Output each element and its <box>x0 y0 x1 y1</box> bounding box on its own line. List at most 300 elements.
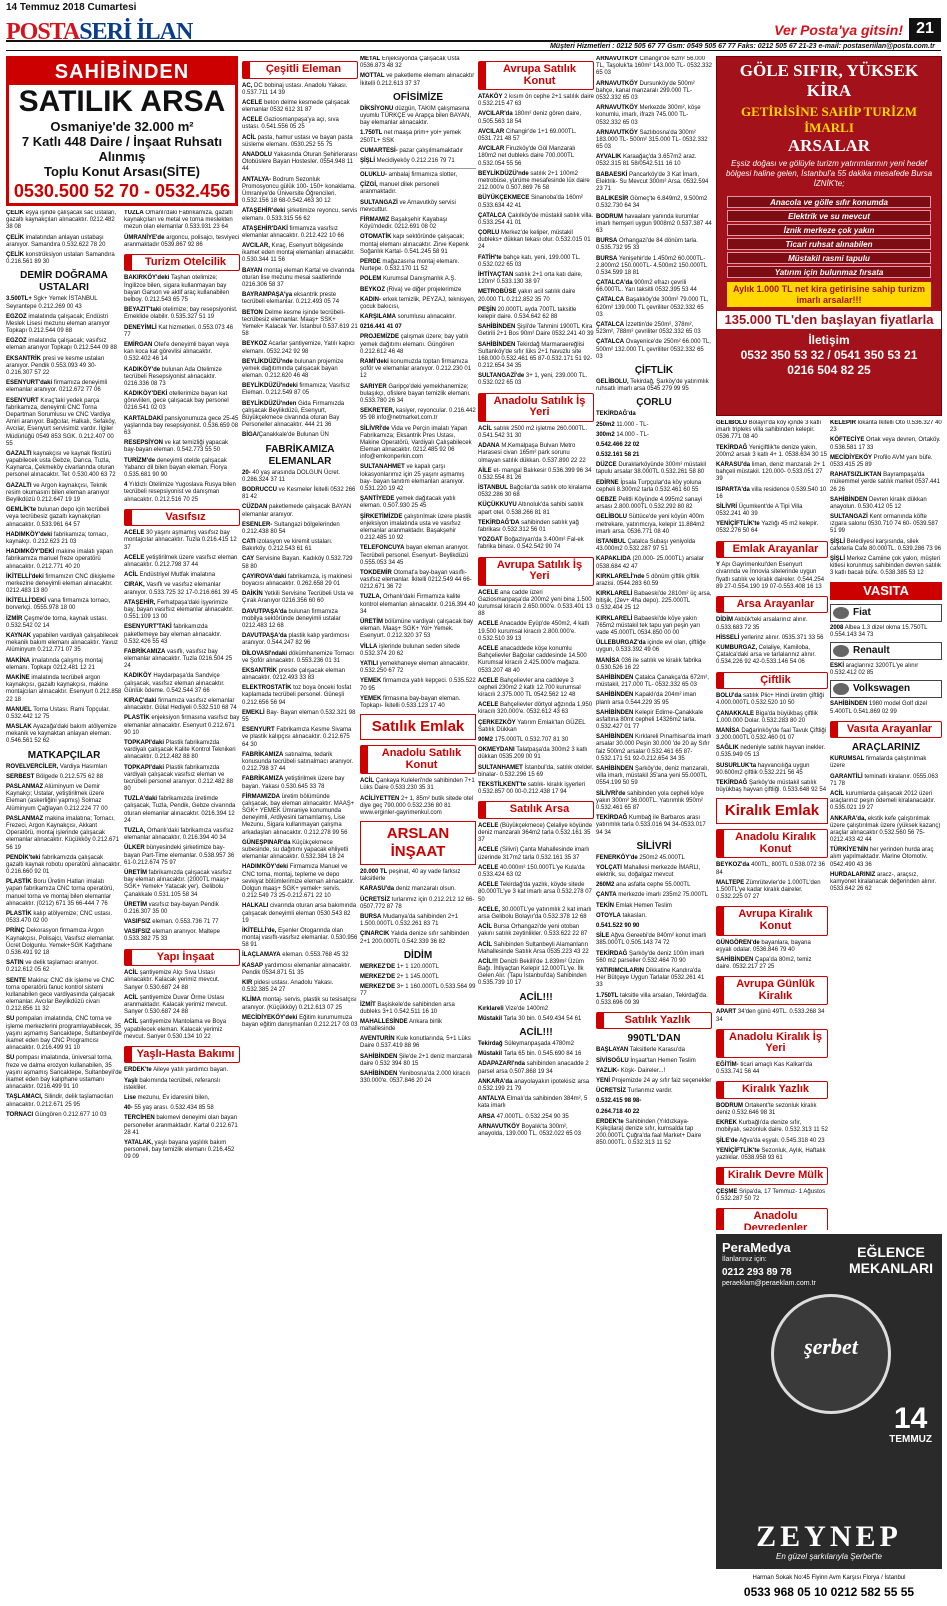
ad-text: (Silivri) Çanta Mahallesinde imarlı üzerinde 317m2 tarla 0.532.161 35 37 <box>478 847 590 861</box>
ad-keyword: TUZLA, <box>360 594 382 601</box>
ad-keyword: ÜMRANİYE'de <box>124 234 165 241</box>
classified-ad <box>360 1036 476 1050</box>
classified-ad <box>360 259 476 273</box>
ad-text: ticari amaçlı Kas Kalkan'da 0.533.741 56 44 <box>716 1061 813 1076</box>
ad-keyword: ACİL <box>478 941 492 948</box>
ad-text: eksantrik preste tecrübeli elemanlar. 0.212.493 05 74 <box>242 292 340 306</box>
ad-phone: 0530.500 52 70 - 0532.456 <box>13 181 231 201</box>
ad-text: Bayrampaşa'da mükemmel yerde satılık market 0537.441 26 26 <box>830 472 941 493</box>
ad-text: Bağcılar'da satılık oto kiralama 0532.286 30 68 <box>478 485 592 499</box>
ad-text: ve kat temizliği yapacak bay-bayan eleman. 0.542.773 55 50 <box>124 440 229 454</box>
ad-keyword: TOPKAPI'daki <box>124 764 164 771</box>
classified-ad <box>596 865 712 879</box>
ad-text: Tekirdağ, Şarköy'de yatırımlık ruhsatlı imarlı arsa 0545 279 99 95 <box>596 378 709 393</box>
ad-text: Ortak veya devren, Ortaköy. 0.536.581 17 33 <box>830 437 941 451</box>
pera-footer <box>716 1569 942 1601</box>
classified-ad <box>242 556 358 570</box>
classified-ad <box>124 995 240 1017</box>
classified-ad <box>716 1120 828 1134</box>
classified-ad <box>360 1054 476 1068</box>
classified-ad <box>478 959 594 988</box>
ad-keyword: 90M2 <box>478 737 494 744</box>
ad-text: yardımcısı elemanlar alınacaktır. Pendik 0534.871 51 35 <box>242 962 352 976</box>
ad-text: imalatından anlayan ustabaşı aranıyor. Samandıra 0.532.622 78 20 <box>6 234 106 248</box>
ad-keyword: KURUMSAL <box>830 756 865 763</box>
ad-text: liman, deniz manzaralı 2+ 1 bahçeli müstakil. 120.000- 0.533.051 27 39 <box>716 461 826 483</box>
ad-text: Bursa Orhangazi'de yeni otoban yakını satılık zeytinlikler. 0.533.622 22 87 <box>478 924 588 938</box>
classified-ad <box>478 847 594 861</box>
ad-text: bölümüne vardiyalı çalışacak bay eleman. Maaş+ SGK+ Yol+ Yemek. Esenyurt. 0.212.320 37 53 <box>360 619 474 640</box>
classified-ad <box>360 1071 476 1085</box>
ad-text: firmamıza vasıfsız elemanlar alınacaktır. 0.212.422 10 66 <box>242 225 345 239</box>
ad-keyword: ÇATALCA <box>596 339 625 346</box>
classified-ad <box>360 359 476 381</box>
ad-text: montaj eleman Kartal ve civarında oturan lise mezunu mesai saatlerinde 0216.306 58 37 <box>242 267 355 289</box>
ad-keyword: BODRUM <box>716 1102 743 1109</box>
ad-keyword: KIRKLARELİ'nde <box>596 573 645 580</box>
ad-keyword: Müstakil <box>478 1015 503 1022</box>
classified-ad <box>6 724 122 746</box>
ad-text: 30.000TL'ye yatırımlık 2 kat imarlı arsa Gelibolu Bolayır'da 0.532.378 12 68 <box>478 906 592 920</box>
classified-ad <box>716 1148 828 1162</box>
classified-ad <box>124 482 240 504</box>
ad-text: havaalanı yanında kurumlar imarlı hemşeri uygun 9008m2 0.537.387 44 63 <box>596 213 712 234</box>
ad-text: turlarımız için 0.212.212 12 66-0507.772 87 78 <box>360 896 475 910</box>
ad-text: firmamıza yatılı kepçeci. 0.535.522 70 95 <box>360 678 476 692</box>
ad-text: Çatalca Çanakça'da 672m², müstakil, 217.000 TL- 0532.332 65 03 <box>596 674 709 689</box>
classified-ad <box>478 737 594 744</box>
ad-keyword: DİKSİYONU <box>360 105 394 112</box>
ad-keyword: MERKEZ'DE <box>360 963 396 970</box>
classified-ad <box>716 420 828 442</box>
classified-ad <box>6 210 122 232</box>
ad-text: yapabilen vardiyalı çalışabilecek mekanik bakım elemanı alınacaktır. Yavuz Alüminyum 0.212.771 07 35 <box>6 633 119 654</box>
ad-keyword: ÇATALCA <box>596 297 625 304</box>
ad-text: bakımevi deneyimi olan bayan personeller aranmaktadır. Kartal 0.212.671 28 41 <box>124 1115 238 1136</box>
classified-ad <box>360 644 476 658</box>
ad-text: firmasına bay-bayan eleman. Topkapı- İkitelli 0.533.123 17 40 <box>360 695 461 709</box>
car-brand-icon <box>833 645 849 657</box>
ad-text: Yenişehir'de 1.450m2 60.000TL- 2.800m2 150.000TL- 4.500m2 150.000TL 0.534.599 18 81 <box>596 255 707 276</box>
classified-ad <box>716 1062 828 1076</box>
ad-keyword: TAŞLAMACI, <box>6 1094 43 1101</box>
ad-text: anayolayakın ipotekisiz arsa 0.532.199 21 79 <box>478 1078 590 1092</box>
ad-text: üretim bölümünde çalışacak, bay eleman alınacaktır. MAAŞ+ SGK+ YEMEK Ümraniye konumunda deneyimli, Ardiyesini tamamlamış, Lise Mezunu, Sigara kullanmayan çalışma arkadaşları alınacaktır. 0.212.278 99 56 <box>242 793 355 836</box>
classified-ad <box>596 432 712 439</box>
classified-ad <box>596 56 712 78</box>
ad-keyword: GAZALTI <box>6 450 32 457</box>
classified-ad <box>716 728 828 742</box>
classified-ad <box>6 532 122 546</box>
classified-ad <box>596 640 712 654</box>
classified-ad <box>596 882 712 889</box>
ad-keyword: ÇELİK <box>6 210 24 216</box>
classified-ad <box>830 701 942 715</box>
ad-keyword: AVCILAR, <box>242 243 270 250</box>
logo-seri-ilan: SERİ İLAN <box>79 19 193 45</box>
ad-keyword: İSTANBUL <box>478 485 508 492</box>
ad-text: Sezonluk, Aylık, Haftalık yazlıklar. 0538.958 93 61 <box>716 1147 826 1161</box>
classified-ad <box>716 445 828 459</box>
artist-name: ZEYNEP <box>756 1520 902 1553</box>
ad-text: Sinanoba'da 160m² 0.533.634 42 41 <box>478 195 583 209</box>
classified-ad <box>478 443 594 465</box>
ad-keyword: ÇINARCIK <box>360 931 390 938</box>
ad-text: Merkezde 300m², köşe konumlu, imarlı, ifrazlı 745.000 TL- 0532.332 65 03 <box>596 105 701 126</box>
ad-text: Orhanlı'daki fabrikamıza vasıfsız elemanlar alınacaktır. 0.216.394 40 34 <box>124 828 234 842</box>
ad-text: Çatalca Subaşı yeniyolda 43.000m2 0.532.287 97 51 <box>596 538 696 553</box>
classified-ad <box>6 816 122 852</box>
ad-keyword: 4 <box>124 482 128 489</box>
classified-ad <box>360 324 476 331</box>
ad-keyword: MANUEL <box>6 706 32 713</box>
ad-keyword: AC, <box>242 82 253 89</box>
classified-ad <box>124 572 240 579</box>
ad-text: Zümrütevler'de 1.000TL'den 1.500TL'ye kadar kiralık daireler. 0.532.225 07 27 <box>716 879 821 901</box>
ad-text: Orhangazi'de 84 dönüm tarla. 0.535.732 95 33 <box>596 238 698 252</box>
classified-ad <box>596 815 712 837</box>
ad-text: Emlak Hemen Teslim <box>614 902 672 909</box>
classified-ad <box>124 1078 240 1092</box>
ad-text: firmamızın CNC dikişleme merkezine deneyimli eleman alınacaktır. 0212.483 13 80 <box>6 573 115 595</box>
pera-brand: PeraMedya <box>722 1240 791 1255</box>
ad-keyword: METAL <box>360 56 381 62</box>
ad-keyword: MALTEPE <box>716 879 745 886</box>
classified-ad <box>596 556 712 570</box>
event-day: 14 <box>893 1402 928 1435</box>
ad-keyword: ACİL <box>478 425 492 432</box>
ad-text: kurumlarda çalışacak 2012 üzeri araçlarınız peşin ödemeli kiralanacaktır. 0.535.021 19 27 <box>830 790 936 812</box>
ad-keyword: BEYLİKDÜZÜ'nde <box>478 170 529 177</box>
ad-keyword: İKİTELLİ'DEKİ <box>6 598 47 605</box>
classified-ad <box>596 497 712 511</box>
classified-ad <box>242 633 358 647</box>
classified-ad <box>596 452 712 459</box>
category-banner: ARSLAN İNŞAAT <box>360 821 476 865</box>
ad-keyword: YENİ <box>596 1077 611 1084</box>
ad-keyword: SİLİVRİ'de <box>360 425 390 432</box>
ad-text: izolasyon ve kiremit ustaları. Bakırköy. 0.212.543 61 61 <box>242 539 333 553</box>
ad-keyword: TORNACI <box>6 1111 34 1118</box>
ad-text: Kurbağlı'da denize sıfır, mobilyalı, sezonluk daire. 0.532.313 11 52 <box>716 1120 828 1134</box>
classified-ad <box>242 539 358 553</box>
classified-ad <box>242 504 358 518</box>
ad-keyword: Müstakil <box>478 1051 503 1058</box>
classified-ad <box>478 272 594 286</box>
classified-ad <box>830 514 942 536</box>
ad-keyword: SAĞLIK <box>716 745 739 752</box>
classified-ad <box>242 963 358 977</box>
ad-text: eleman aranıyor. Maltepe 0.533.382 75 33 <box>124 929 220 943</box>
ad-keyword: ANKARA'da <box>478 1078 513 1085</box>
ad-text: araçlarınız 3200TL'ye alınır 0.532.412 02 85 <box>830 662 919 677</box>
classified-ad <box>478 1016 594 1023</box>
ad-keyword: ATAKÖY <box>478 94 503 101</box>
ad-keyword: ACİL <box>242 134 256 141</box>
ad-keyword: FENERKÖY'de <box>596 854 638 861</box>
section-title: DEMİR DOĞRAMA USTALARI <box>20 270 108 294</box>
ad-text: ve Kesmeler İkitelli 0532 266 81 42 <box>242 486 356 501</box>
ad-keyword: KIRKLARELİ <box>596 615 633 622</box>
ad-keyword: SAHİBİNDEN <box>478 324 516 331</box>
classified-ad <box>360 384 476 406</box>
classified-ad <box>360 408 476 422</box>
ad-text: bünyesindeki şirketimize bay-bayan Part-Time elemanlar. 0.538.957 36 61-0.212.674 75 97 <box>124 845 235 866</box>
ad-keyword: SAHİBİNDEN <box>596 709 634 716</box>
classified-ad <box>596 130 712 152</box>
ad-text: Şile'de 2+1 deniz manzaralı daire 0.532 394 80 15 <box>360 1053 473 1067</box>
gole-feature: Ticari ruhsat alınabilen <box>727 238 931 250</box>
classified-ad <box>124 210 240 232</box>
ad-keyword: ÇATALCA <box>478 212 507 219</box>
ad-band: SAHİBİNDEN <box>9 59 235 85</box>
ad-text: Aileye yatılı yardımcı bayan. <box>151 1067 229 1074</box>
ad-keyword: SAHİBİNDEN <box>596 674 634 681</box>
ad-keyword: MANİSA <box>716 727 740 734</box>
ad-text: Çapa'da 80m2, temiz daire. 0532.217 27 25 <box>716 956 812 971</box>
ad-keyword: RESEPSİYON <box>124 440 164 447</box>
car-brand-icon <box>833 683 849 695</box>
car-brand-header <box>830 642 942 660</box>
ad-text: Otomat'a bay-bayan vasıflı- vasıfsız elemanlar. İkitelli 0212.549 44 66-0212.671 36 72 <box>360 569 472 591</box>
ad-keyword: ŞİLE'de <box>716 1137 738 1144</box>
classified-ad <box>716 462 828 484</box>
ad-keyword: SERBEST <box>6 773 35 780</box>
ad-keyword: SULTANGAZİ <box>360 199 398 206</box>
ad-keyword: ADAPAZARI'nda <box>478 1061 525 1068</box>
classified-ad <box>596 379 712 393</box>
ad-text: Albea 1.3 dizel okma 15.750TL 0.554.143 34 73 <box>830 624 928 638</box>
ad-keyword: TEKİRDAĞ <box>716 780 748 787</box>
ad-text: imalatında tecrübeli argon kaynakçısı, gazaltı kaynakçısı, makine montajcıları alınacaktır. Esenyurt 0.212.858 22 18 <box>6 674 122 703</box>
classified-ad <box>360 276 476 283</box>
section-header: Anadolu Satılık Konut <box>360 745 476 774</box>
ad-text: makina imalatına; Tornacı, Frezeci, Argon Kaynakçısı, Akkant Operatörü, montaj işlerinde çalışacak elemanlar alınacaktır. Küçükköy 0.212.671 56 19 <box>6 815 120 851</box>
ad-text: satılık 2500 m2 işletme 260.000TL. 0.541.542 31 30 <box>478 425 588 439</box>
ad-keyword: ADANA <box>478 443 500 450</box>
ad-keyword: CÜZDAN <box>242 504 268 511</box>
ad-keyword: ACİL <box>124 1019 138 1026</box>
ad-keyword: ÜCRETSİZ <box>596 1088 626 1095</box>
classified-ad <box>478 171 594 193</box>
classified-ad <box>596 1088 712 1095</box>
classified-ad <box>124 1095 240 1102</box>
ad-keyword: MERKEZ'DE <box>360 973 396 980</box>
classified-ad <box>716 940 828 954</box>
ad-text: yetiştirilmek üzere bay bayan. Yakası 0.530.645 33 78 <box>242 776 345 790</box>
ad-keyword: BEYLİKDÜZÜ'nden <box>242 400 297 407</box>
classified-ad <box>478 907 594 921</box>
ad-text: İpsala Turpçular'da köy yoluna cepheli 8.300m2 tarla 0.532.461 60 55 <box>596 479 702 493</box>
ad-text: Pancarköy'de 3 Kat İmarlı, Elektrik- Su Mevcut 300m² Arsa. 0532.594 23 71 <box>596 171 709 192</box>
section-header: Satılık Yazlık <box>596 1012 712 1030</box>
ad-keyword: ESENYURT <box>6 397 39 404</box>
classified-ad <box>124 416 240 438</box>
ad-text: bayan eleman aranıyor. Tecrübeli personel. Esenyurt- Beylikdüzü 0.555.053 34 45 <box>360 545 469 566</box>
ad-keyword: ESENYURT'TAKİ <box>124 624 172 631</box>
classified-ad <box>6 675 122 704</box>
classified-ad <box>242 341 358 355</box>
ad-keyword: TEKİRDAĞ <box>596 950 628 957</box>
ad-text: 1+ 1 120.000TL <box>395 963 439 970</box>
ad-text: 47.000TL. 0.532.254 90 35 <box>495 1113 569 1120</box>
classified-ad <box>716 780 828 794</box>
classified-ad <box>830 774 942 788</box>
classified-ad <box>360 514 476 543</box>
serbet-logo: şerbet <box>804 1334 858 1359</box>
classified-ad <box>242 310 358 339</box>
classified-ad <box>478 537 594 551</box>
classified-ad <box>360 619 476 641</box>
classified-ad <box>478 1096 594 1110</box>
ad-keyword: KÜÇÜKKUYU <box>478 502 517 509</box>
ad-keyword: BURSA <box>596 238 618 245</box>
classified-ad <box>360 200 476 214</box>
ad-text: firmamıza; Vasıfsız Eleman. 0.212.549 87 05 <box>242 383 350 397</box>
ad-keyword: YATALAK, <box>124 1139 153 1146</box>
ad-keyword: ARNAVUTKÖY <box>596 56 638 62</box>
column-3 <box>242 56 358 1601</box>
ad-keyword: YEMEK <box>360 678 382 685</box>
ad-text: bulunan projemize yemek dağıtımında çalışacak bayan eleman. 0.212.620 46 48 <box>242 358 344 380</box>
gole-feature: Elektrik ve su mevcut <box>727 210 931 222</box>
ad-keyword: 0.541.522 90 90 <box>596 923 640 929</box>
ad-text: şirketimize reyoncu, servis elemanı. 0.533.315 56 62 <box>242 208 358 222</box>
ad-keyword: GEBZE <box>596 497 617 503</box>
ad-keyword: SAHİBİNDEN <box>478 341 516 348</box>
ad-text: Celaliye, Kamiloba, Çatalca'daki arsa ve tarlalarınız alınır. 0.534.226 92 42-0.533.146 54 06 <box>716 645 816 666</box>
classified-ad <box>596 238 712 252</box>
classified-ad <box>478 882 594 904</box>
classified-ad <box>478 823 594 845</box>
ad-text: pompası imalatında, üniversal torna, freze ve dalma erozyon kullanabilen, 35 yaşını aşmamış Sancaktepe, Sultanbeyli'de ikamet eden bay kalıphane ustamanı alınacaktır. 0216.499 91 10 <box>6 1055 122 1091</box>
contact-line: Müşteri Hizmetleri : 0212 505 67 77 Gsm: 0549 505 67 77 Faks: 0212 505 67 21-23 e-mail: postaseriilan@posta.com.tr <box>6 40 941 51</box>
ad-text: Yıldızlı Otelimize Yugoslava Rusya bilen tecrübeli resepsiyonist ve danışman alınacaktır. 0.212.516 70 25 <box>124 482 236 503</box>
ad-keyword: PLASTİK <box>6 911 32 917</box>
ad-text: mezunu, Ev idaresini bilen, <box>136 1095 210 1101</box>
ad-text: DC bobinaj ustası. Anadolu Yakası. 0.537.711 14 39 <box>242 82 348 96</box>
ad-keyword: ACELE <box>242 117 263 124</box>
ad-text: nedeniyle satılık hayvan inekler. 0.535.949 05 13 <box>716 745 826 759</box>
ad-keyword: YOZGAT <box>478 537 503 544</box>
classified-ad <box>124 275 240 304</box>
classified-ad <box>124 649 240 671</box>
ad-text: Servisine Bayan. Kadıköy 0.532.729 58 80 <box>242 556 353 570</box>
section-header: Anadolu Kiralık Konut <box>716 829 828 858</box>
ad-keyword: KÖFTECİYE <box>830 437 865 444</box>
ad-text: 20.000TL ayda 700TL taksitle kelepir daire. 0.534.642 62 88 <box>478 306 577 320</box>
ad-keyword: KIRAÇ'daki <box>124 698 157 705</box>
ad-keyword: GELİBOLU <box>716 420 747 426</box>
ad-keyword: BABAESKİ <box>596 171 628 178</box>
ad-keyword: BODRUCCU <box>242 486 277 493</box>
ad-text: Yazlığı 45 m2 kelepir. 0532.276 50 64 <box>716 521 819 535</box>
classified-ad <box>360 1002 476 1016</box>
ad-keyword: İSTANBUL <box>596 538 626 545</box>
ad-text: kasiyer, reyoncular. 0.216.442 95 98 info@netmarket.com.tr <box>360 408 476 422</box>
ad-text: Devren kiralık dükkan anayolun. 0.530.412 05 12 <box>830 496 927 510</box>
ad-keyword: MANİSA <box>596 657 620 664</box>
classified-ad <box>242 591 358 605</box>
ad-text: sahibinden anacadde 2 parsel arsa 0.507.868 19 34 <box>478 1061 589 1075</box>
classified-ad <box>6 960 122 974</box>
ad-keyword: KADIN- <box>360 296 381 303</box>
classified-ad <box>360 182 476 196</box>
ad-text: fabrikamıza, iş makinesi boyacısı alınacaktır. 0.262.658 29 01 <box>242 573 352 588</box>
ad-text: Ağva'da eşyalı. 0.545.318 40 23 <box>737 1137 825 1144</box>
ad-text: Şarköy'de deniz 100m imarlı 560 m2 parseller 0.532.464 70 90 <box>596 950 705 964</box>
ad-keyword: BODRUM <box>596 213 623 220</box>
classified-ad <box>830 816 942 845</box>
ad-text: bayanlara, bayana eşyalı odalar. 0536.846 79 40 <box>716 939 811 953</box>
classified-ad <box>360 148 476 155</box>
ad-keyword: BAKIRKÖY'deki <box>124 275 170 282</box>
ad-text: Mudanya'da sahibinden 2+1 1.500.000TL 0.532.261 83 71 <box>360 914 459 928</box>
ad-text: presi ve kesme ustaları aranıyor. Pendik 0.553.093 49 30-0.216.307 57 22 <box>6 355 105 376</box>
classified-ad <box>478 1041 594 1048</box>
ad-text: çalışmak üzere; bay yatılı yemek dağıtımı elemanı. Güngören 0.212.612 46 48 <box>360 334 469 355</box>
ad-keyword: Yaşlı <box>124 1077 138 1084</box>
classified-ad <box>360 545 476 567</box>
ad-keyword: 1.750TL <box>596 992 619 999</box>
ad-keyword: ŞİŞLİ <box>830 556 846 562</box>
gole-feature: Anacola ve gölle sıfır konumda <box>727 196 931 208</box>
ad-text: Profilo AVM yanı büfe. 0533.415 25 89 <box>830 454 933 468</box>
ad-keyword: FABRİKAMIZA <box>124 648 166 655</box>
ad-keyword: ACİL <box>360 778 374 785</box>
classified-ad <box>124 555 240 569</box>
ad-text: yetiştirilmek üzere vasıfsız eleman alınacaktır. 0.212.798 37 44 <box>124 554 238 569</box>
classified-ad <box>478 230 594 252</box>
ad-text: ve kapalı çarşı lokasyonlarımız için 25 yaşını aşmamış bay- bayan tanıtım elemanları aranıyor. 0.531.220 19 42 <box>360 464 465 492</box>
classified-ad <box>596 422 712 429</box>
ad-text: Delme kesme işinde tecrübeli- tecrübesiz elemanlar. Maaş+ SSK+ Yemek+ Kalacak Yer. İstanbul 0.537.619 21 58 <box>242 309 358 338</box>
classified-ad <box>716 617 828 631</box>
classified-ad <box>478 342 594 371</box>
classified-ad <box>360 496 476 510</box>
ad-keyword: 40- <box>124 1105 133 1112</box>
ad-keyword: Kırklareli <box>478 1005 504 1012</box>
ad-keyword: ÇATALCA'da <box>596 280 633 287</box>
ad-text: satılık 2+1 100m2 metrobüse, yürüme mesafesinde lüx daire 212.000'e 0.507.869 76 58 <box>478 170 590 192</box>
ad-keyword: ESENYURT <box>242 727 275 734</box>
ad-text: konstrüksiyon ustaları Samandıra 0.216.561 89 30 <box>6 251 115 266</box>
ad-text: 55 yaş arası. 0.532.434 85 58 <box>132 1105 214 1112</box>
column-9 <box>830 420 942 1230</box>
ad-keyword: GELİBOLU <box>596 514 627 521</box>
ad-keyword: SAHİBİNDEN <box>360 1053 398 1060</box>
classified-ad <box>124 740 240 762</box>
classified-ad <box>6 1094 122 1108</box>
classified-ad <box>124 1019 240 1041</box>
classified-ad <box>360 696 476 710</box>
classified-ad <box>716 1009 828 1023</box>
ad-keyword: ÜLKER <box>124 845 145 852</box>
classified-ad <box>124 673 240 695</box>
ad-keyword: BOLU'da <box>716 693 742 700</box>
classified-ad <box>716 635 828 642</box>
ad-keyword: SİLİVRİ'de <box>596 790 626 797</box>
classified-ad <box>242 83 358 97</box>
ad-text: Garipçe'deki yemekhanemize; bulaşıkçı, ofislere bayan temizlik elemanı. 0.533.780 26 34 <box>360 383 471 404</box>
classified-ad <box>124 325 240 339</box>
ad-keyword: İLAÇLAMAYA <box>242 952 281 959</box>
ad-keyword: EĞİTİM- <box>716 1061 739 1068</box>
ad-text: 900m2 efrazı çevrili 66.000TL. Yarı taksitli 0532.395 53 44 <box>596 280 697 294</box>
classified-ad <box>596 256 712 278</box>
section-header: Arsa Arayanlar <box>716 596 828 614</box>
classified-ad <box>830 556 942 578</box>
